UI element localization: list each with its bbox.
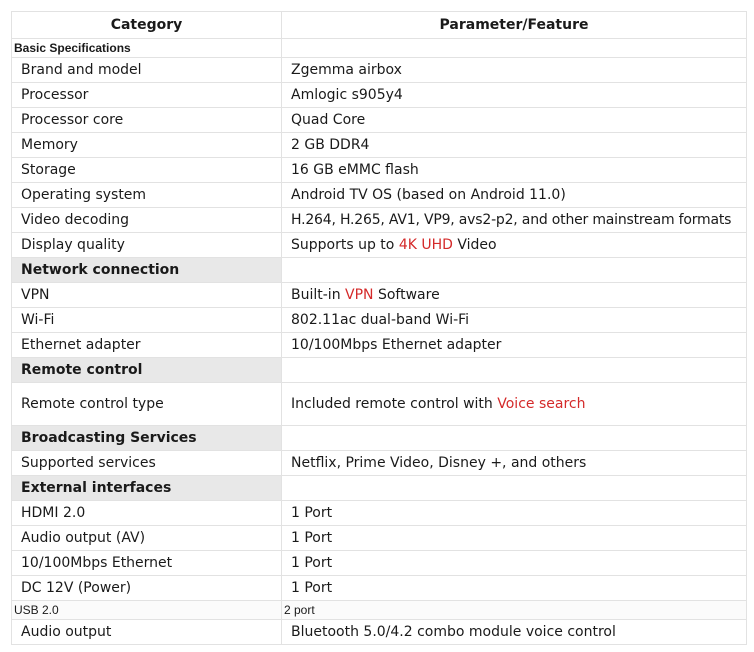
row-label: Processor core (12, 108, 282, 133)
row-label: Remote control type (12, 383, 282, 426)
table-row (12, 620, 747, 645)
section-title: Network connection (12, 258, 282, 283)
row-label: Audio output (AV) (12, 526, 282, 551)
table-row (12, 208, 747, 233)
section-title: Broadcasting Services (12, 426, 282, 451)
section-row-remote-control (12, 358, 747, 383)
row-value (282, 383, 747, 426)
table-row (12, 283, 747, 308)
table-row (12, 576, 747, 601)
value-text: Video (452, 237, 497, 253)
row-value: 1 Port (282, 501, 747, 526)
row-label: Brand and model (12, 58, 282, 83)
row-label: Storage (12, 158, 282, 183)
table-row (12, 501, 747, 526)
row-value: Zgemma airbox (282, 58, 747, 83)
value-text: Built-in (291, 287, 346, 303)
section-empty-cell (282, 258, 747, 283)
table-row (12, 308, 747, 333)
row-label: HDMI 2.0 (12, 501, 282, 526)
value-highlight: 4K UHD (398, 237, 453, 253)
row-value: Amlogic s905y4 (282, 83, 747, 108)
row-label: Display quality (12, 233, 282, 258)
row-label: Supported services (12, 451, 282, 476)
row-value: Bluetooth 5.0/4.2 combo module voice control (282, 620, 747, 645)
table-row (12, 83, 747, 108)
row-label: Processor (12, 83, 282, 108)
section-empty-cell (282, 476, 747, 501)
row-label: Video decoding (12, 208, 282, 233)
row-value: Android TV OS (based on Android 11.0) (282, 183, 747, 208)
row-value: 1 Port (282, 576, 747, 601)
table-row (12, 333, 747, 358)
row-value: H.264, H.265, AV1, VP9, avs2-p2, and other mainstream formats (282, 208, 747, 233)
table-row (12, 58, 747, 83)
row-value: 10/100Mbps Ethernet adapter (282, 333, 747, 358)
row-label: VPN (12, 283, 282, 308)
section-empty-cell (282, 426, 747, 451)
row-value (282, 283, 747, 308)
value-highlight: VPN (345, 287, 374, 303)
header-category: Category (12, 12, 282, 39)
row-label: DC 12V (Power) (12, 576, 282, 601)
section-empty-cell (282, 39, 747, 58)
table-row (12, 158, 747, 183)
table-row (12, 451, 747, 476)
row-value: Quad Core (282, 108, 747, 133)
row-value: 16 GB eMMC flash (282, 158, 747, 183)
row-value (282, 233, 747, 258)
row-value: 2 GB DDR4 (282, 133, 747, 158)
section-row-external-interfaces (12, 476, 747, 501)
section-title: Remote control (12, 358, 282, 383)
table-row (12, 383, 747, 426)
header-parameter: Parameter/Feature (282, 12, 747, 39)
value-text: Supports up to (291, 237, 399, 253)
section-title: External interfaces (12, 476, 282, 501)
row-label: Operating system (12, 183, 282, 208)
table-row (12, 133, 747, 158)
section-empty-cell (282, 358, 747, 383)
table-row (12, 551, 747, 576)
table-row (12, 183, 747, 208)
row-value: 1 Port (282, 526, 747, 551)
table-row (12, 108, 747, 133)
row-value: 1 Port (282, 551, 747, 576)
row-label: USB 2.0 (12, 601, 282, 620)
value-text: Software (373, 287, 440, 303)
value-highlight: Voice search (497, 396, 586, 412)
row-label: Memory (12, 133, 282, 158)
row-label: Wi-Fi (12, 308, 282, 333)
row-value: 2 port (282, 601, 747, 620)
value-text: Included remote control with (291, 396, 498, 412)
section-row-broadcasting-services (12, 426, 747, 451)
table-row (12, 233, 747, 258)
row-value: 802.11ac dual-band Wi-Fi (282, 308, 747, 333)
section-row-network-connection (12, 258, 747, 283)
row-label: 10/100Mbps Ethernet (12, 551, 282, 576)
table-row (12, 526, 747, 551)
row-value: Netflix, Prime Video, Disney +, and others (282, 451, 747, 476)
row-label: Audio output (12, 620, 282, 645)
table-header-row (12, 12, 747, 39)
row-label: Ethernet adapter (12, 333, 282, 358)
table-row (12, 601, 747, 620)
section-title: Basic Specifications (12, 39, 282, 58)
section-row-basic-specifications (12, 39, 747, 58)
spec-table (11, 11, 747, 645)
